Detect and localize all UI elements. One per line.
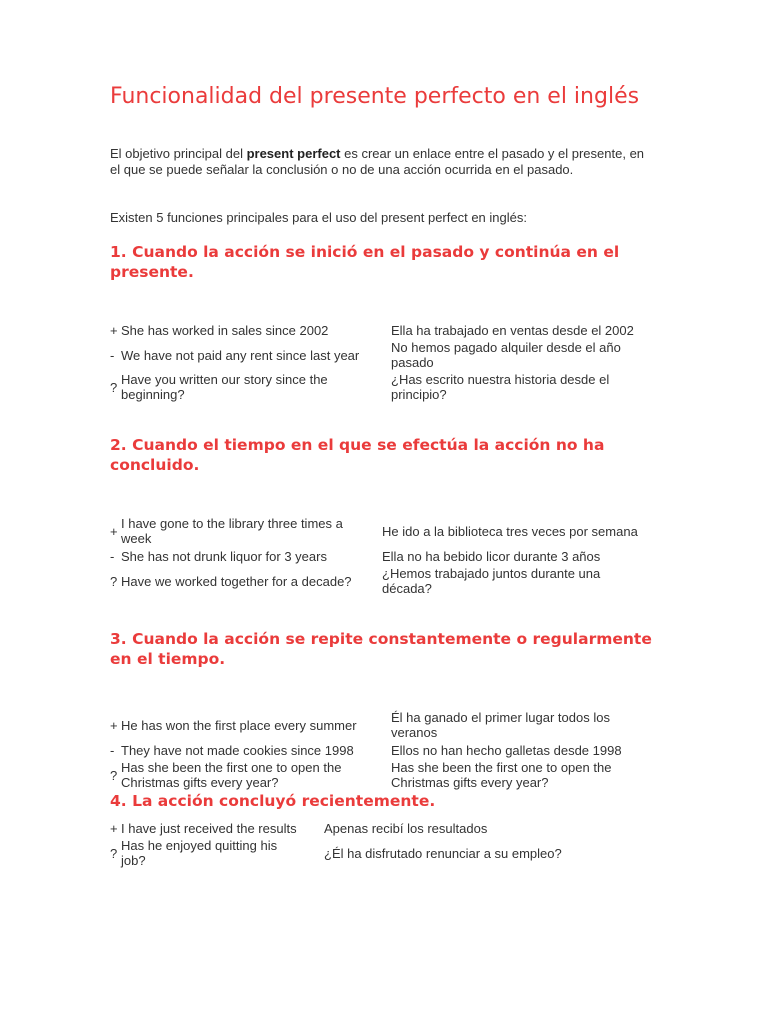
row-english: She has worked in sales since 2002 [121,322,329,338]
row-spanish: Has she been the first one to open the Christmas gifts every year? [391,760,612,790]
page-title: Funcionalidad del presente perfecto en el inglés [110,84,640,109]
row-sign: + [110,717,118,733]
row-spanish: Ella no ha bebido licor durante 3 años [382,548,601,564]
intro-text-bold: present perfect [246,146,341,161]
table-row [110,760,670,790]
row-spanish: Apenas recibí los resultados [324,820,488,836]
row-spanish: Ella ha trabajado en ventas desde el 2002 [391,322,634,338]
table-row [110,372,670,402]
table-row [110,838,630,868]
row-sign: + [110,820,118,836]
row-english: Has he enjoyed quitting his job? [121,838,278,868]
row-spanish: Ellos no han hecho galletas desde 1998 [391,742,622,758]
row-spanish: ¿Hemos trabajado juntos durante una década? [382,566,601,596]
row-english: Have you written our story since the beginning? [121,372,328,402]
section-2-heading: 2. Cuando el tiempo en el que se efectúa la acción no ha concluido. [110,436,605,474]
intro-paragraph [110,146,655,178]
section-4-heading: 4. La acción concluyó recientemente. [110,792,436,810]
row-spanish: He ido a la biblioteca tres veces por semana [382,523,638,539]
row-spanish: ¿Él ha disfrutado renunciar a su empleo? [324,845,562,861]
table-row [110,340,670,370]
section-3-heading: 3. Cuando la acción se repite constantemente o regularmente en el tiempo. [110,630,652,668]
row-spanish: Él ha ganado el primer lugar todos los veranos [391,710,610,740]
row-spanish: No hemos pagado alquiler desde el año pasado [391,340,621,370]
row-english: Has she been the first one to open the Christmas gifts every year? [121,760,342,790]
row-sign: + [110,523,118,539]
row-english: I have gone to the library three times a week [121,516,343,546]
row-sign: - [110,742,115,758]
row-english: She has not drunk liquor for 3 years [121,548,327,564]
row-sign: ? [110,573,118,589]
row-english: They have not made cookies since 1998 [121,742,354,758]
row-english: Have we worked together for a decade? [121,573,352,589]
row-sign: ? [110,845,118,861]
row-sign: ? [110,767,118,783]
intro-text-after: es crear un enlace entre el pasado y el presente, en el que se puede señalar la conclusión o no de una acción ocurrida en el pasado. [110,146,645,177]
row-english: He has won the first place every summer [121,717,357,733]
row-english: I have just received the results [121,820,297,836]
intro-text-before: El objetivo principal del [110,146,247,161]
intro-paragraph-2: Existen 5 funciones principales para el uso del present perfect en inglés: [110,210,527,225]
row-sign: - [110,347,115,363]
section-1-heading: 1. Cuando la acción se inició en el pasado y continúa en el presente. [110,243,620,281]
row-sign: + [110,322,118,338]
row-english: We have not paid any rent since last year [121,347,360,363]
row-spanish: ¿Has escrito nuestra historia desde el principio? [391,372,610,402]
table-row [110,566,670,596]
row-sign: - [110,548,115,564]
row-sign: ? [110,379,118,395]
